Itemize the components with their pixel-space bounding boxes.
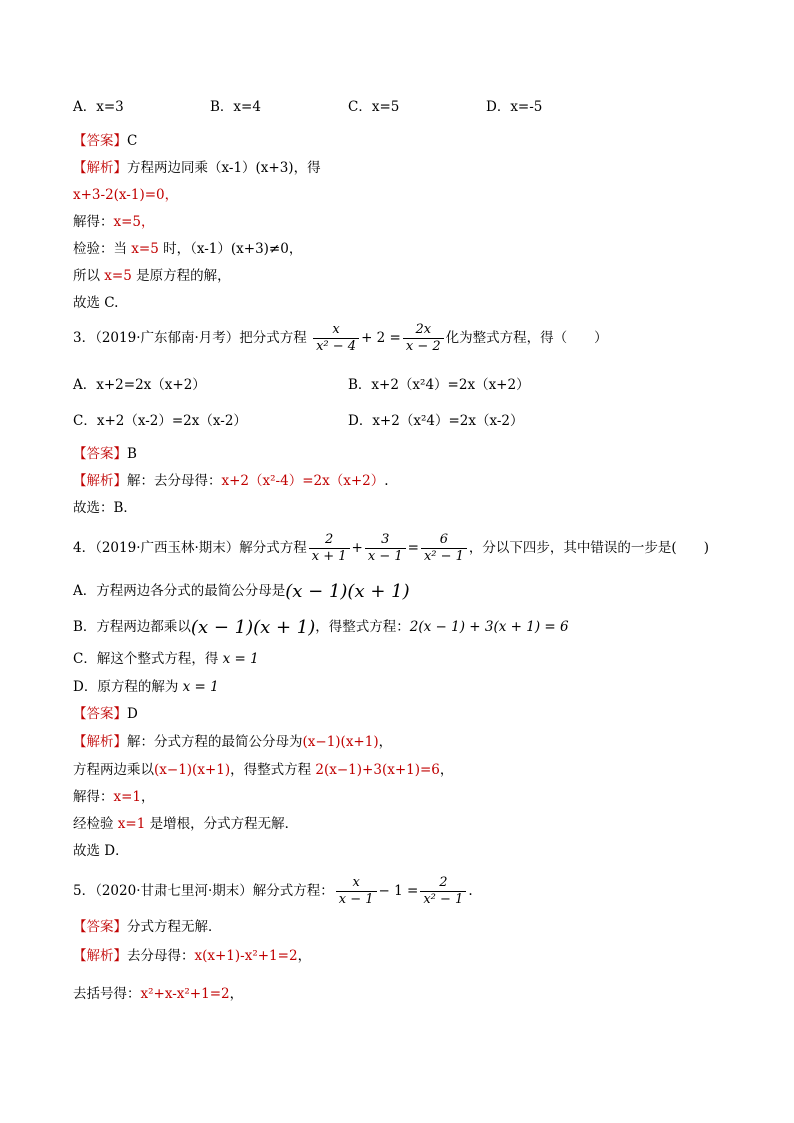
q4-option-d: D．原方程的解为 x = 1	[73, 679, 219, 695]
q2-step-4: 所以 x=5 是原方程的解，	[73, 268, 231, 284]
q4-option-a: A．方程两边各分式的最简公分母是(x − 1)(x + 1)	[73, 581, 410, 602]
q5-step-1: 去括号得：x²+x-x²+1=2，	[73, 986, 244, 1002]
q4-answer: 【答案】D	[73, 706, 138, 722]
q4-step-3: 经检验 x=1 是增根，分式方程无解．	[73, 816, 299, 832]
q2-option-d: D．x=-5	[486, 99, 543, 115]
q4-step-2: 解得：x=1，	[73, 789, 155, 805]
q3-stem: 3．（2019·广东郁南·月考）把分式方程 $\frac{x}{\text{x² − 4}}$ + 2 = $\frac{2x}{x - 2}$ 化为整式方程，得（ ）	[73, 322, 608, 354]
q2-option-b: B．x=4	[210, 99, 261, 115]
q2-option-a: A．x=3	[73, 99, 124, 115]
q3-option-a: A．x+2=2x（x+2）	[73, 377, 206, 393]
q2-step-2: 解得：x=5，	[73, 214, 155, 230]
q3-answer: 【答案】B	[73, 446, 137, 462]
q3-option-c: C．x+2（x-2）=2x（x-2）	[73, 413, 247, 429]
q4-option-c: C．解这个整式方程，得 x = 1	[73, 651, 259, 667]
q3-fraction-2: $\frac{2x}{x - 2}$	[403, 322, 444, 355]
q5-answer: 【答案】分式方程无解．	[73, 919, 222, 935]
q4-analysis: 【解析】解：分式方程的最简公分母为(x−1)(x+1)，	[73, 734, 393, 750]
q2-analysis: 【解析】方程两边同乘（x-1）(x+3)，得	[73, 160, 321, 176]
q4-choose: 故选 D．	[73, 843, 129, 859]
q5-stem: 5．（2020·甘肃七里河·期末）解分式方程： $\frac{x}{x - 1}$ − 1 = $\frac{2}{\text{x² − 1}}$ .	[73, 875, 473, 907]
q2-step-3: 检验：当 x=5 时，（x-1）(x+3)≠0，	[73, 241, 303, 257]
q2-choose: 故选 C.	[73, 295, 119, 311]
q2-answer: 【答案】C	[73, 133, 138, 149]
q4-step-1: 方程两边乘以(x−1)(x+1)，得整式方程 2(x−1)+3(x+1)=6，	[73, 762, 454, 778]
q3-choose: 故选：B．	[73, 500, 137, 516]
q2-step-1: x+3-2(x-1)=0，	[73, 187, 179, 203]
q4-option-b: B．方程两边都乘以(x − 1)(x + 1)，得整式方程：2(x − 1) + 3(x + 1) = 6	[73, 617, 569, 638]
q3-fraction-1: $\frac{x}{\text{x² − 4}}$	[313, 322, 359, 355]
q3-analysis: 【解析】解：去分母得：x+2（x²-4）=2x（x+2）.	[73, 473, 389, 489]
q3-option-b: B．x+2（x²4）=2x（x+2）	[348, 377, 530, 393]
q2-option-c: C．x=5	[348, 99, 400, 115]
q3-option-d: D．x+2（x²4）=2x（x-2）	[348, 413, 524, 429]
q4-stem: 4．（2019·广西玉林·期末）解分式方程 $\frac{2}{x + 1}$ + $\frac{3}{x - 1}$ = $\frac{6}{\text{x² − 1}}$ ，分以下四步，其中错误的一步是( )	[73, 532, 709, 564]
q5-analysis: 【解析】去分母得：x(x+1)-x²+1=2，	[73, 948, 312, 964]
